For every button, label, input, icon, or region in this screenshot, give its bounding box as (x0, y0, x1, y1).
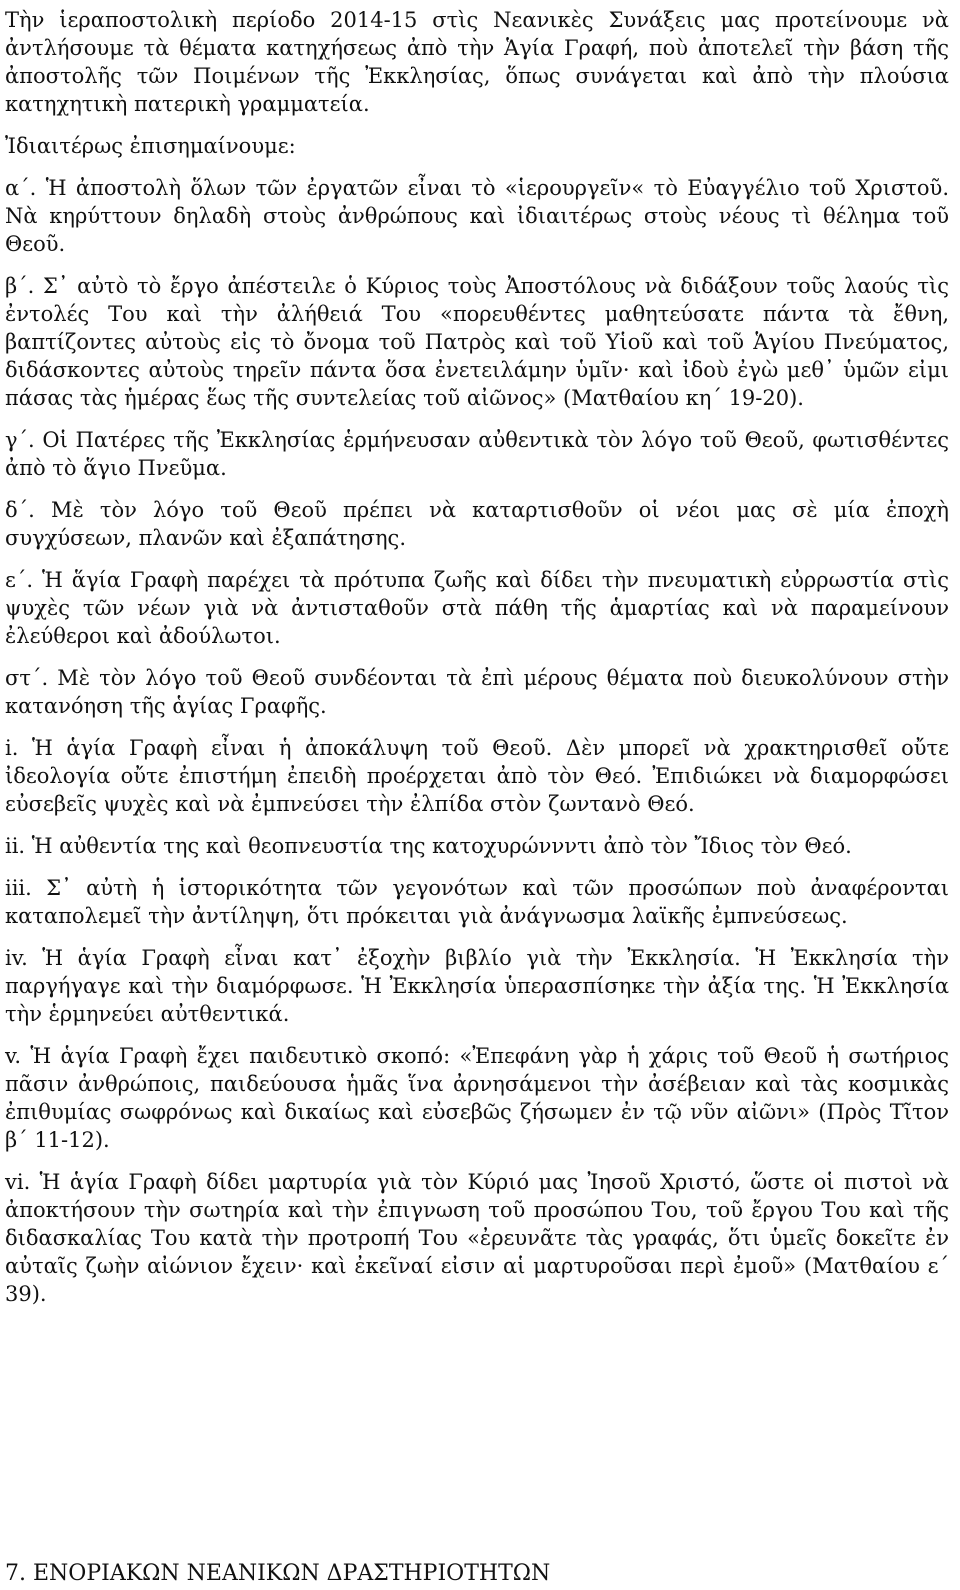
subpoint-ii: ii. Ἡ αὐθεντία της καὶ θεοπνευστία της κατοχυρώννντι ἀπὸ τὸν Ἴδιος τὸν Θεό. (5, 834, 852, 858)
point-alpha: α΄. Ἡ ἀποστολὴ ὅλων τῶν ἐργατῶν εἶναι τὸ «ἱερουργεῖν« τὸ Εὐαγγέλιο τοῦ Χριστοῦ. Νὰ κηρύττουν δηλαδὴ στοὺς ἀνθρώπους καὶ ἰδιαιτέρως στοὺς νέους τὶ θέλημα τοῦ Θεοῦ. (5, 176, 949, 256)
point-delta: δ΄. Μὲ τὸν λόγο τοῦ Θεοῦ πρέπει νὰ καταρτισθοῦν οἱ νέοι μας σὲ μία ἐποχὴ συγχύσεων, πλανῶν καὶ ἐξαπάτησης. (5, 498, 949, 550)
emphasis-line: Ἰδιαιτέρως ἐπισημαίνουμε: (5, 134, 296, 158)
point-beta: β΄. Σ᾽ αὐτὸ τὸ ἔργο ἀπέστειλε ὁ Κύριος τοὺς Ἀποστόλους νὰ διδάξουν τοῦς λαούς τὶς ἐντολές Του καὶ τὴν ἀλήθειά Του «πορευθέντες μαθητεύσατε πάντα τὰ ἔθνη, βαπτίζοντες αὐτοὺς εἰς τὸ ὄνομα τοῦ Πατρὸς καὶ τοῦ Υἱοῦ καὶ τοῦ Ἁγίου Πνεύματος, διδάσκοντες αὐτοὺς τηρεῖν πάντα ὅσα ἐνετειλάμην ὑμῖν· καὶ ἰδοὺ ἐγὼ μεθ᾽ ὑμῶν εἰμι πάσας τὰς ἡμέρας ἕως τῆς συντελείας τοῦ αἰῶνος» (Ματθαίου κη΄ 19-20). (5, 274, 949, 410)
point-gamma: γ΄. Οἱ Πατέρες τῆς Ἐκκλησίας ἑρμήνευσαν αὐθεντικὰ τὸν λόγο τοῦ Θεοῦ, φωτισθέντες ἀπὸ τὸ ἅγιο Πνεῦμα. (5, 428, 949, 480)
point-epsilon: ε΄. Ἡ ἅγία Γραφὴ παρέχει τὰ πρότυπα ζωῆς καὶ δίδει τὴν πνευματικὴ εὐρρωστία στὶς ψυχὲς τῶν νέων γιὰ νὰ ἀντισταθοῦν στὰ πάθη τῆς ἁμαρτίας καὶ νὰ παραμείνουν ἐλεύθεροι καὶ ἀδούλωτοι. (5, 568, 949, 648)
subpoint-v: v. Ἡ ἁγία Γραφὴ ἔχει παιδευτικὸ σκοπό: «Ἐπεφάνη γὰρ ἡ χάρις τοῦ Θεοῦ ἡ σωτήριος πᾶσιν ἀνθρώποις, παιδεύουσα ἡμᾶς ἵνα ἀρνησάμενοι τὴν ἀσέβειαν καὶ τὰς κοσμικὰς ἐπιθυμίας σωφρόνως καὶ δικαίως καὶ εὐσεβῶς ζήσωμεν ἐν τῷ νῦν αἰῶνι» (Πρὸς Τῖτον β΄ 11-12). (5, 1044, 949, 1152)
subpoint-vi: vi. Ἡ ἁγία Γραφὴ δίδει μαρτυρία γιὰ τὸν Κύριό μας Ἰησοῦ Χριστό, ὥστε οἱ πιστοὶ νὰ ἀποκτήσουν τὴν σωτηρία καὶ τὴν ἐπιγνωση τοῦ προσώπου Του, τοῦ ἔργου Του καὶ τῆς διδασκαλίας Του κατὰ τὴν προτροπή Του «ἐρευνᾶτε τὰς γραφάς, ὅτι ὑμεῖς δοκεῖτε ἐν αὐταῖς ζωὴν αἰώνιον ἔχειν· καὶ ἐκεῖναί εἰσιν αἱ μαρτυροῦσαι περὶ ἐμοῦ» (Ματθαίου ε΄ 39). (5, 1170, 949, 1306)
section-heading: 7. ΕΝΟΡΙΑΚΩΝ ΝΕΑΝΙΚΩΝ ΔΡΑΣΤΗΡΙΟΤΗΤΩΝ (5, 1561, 551, 1586)
point-stigma: στ΄. Μὲ τὸν λόγο τοῦ Θεοῦ συνδέονται τὰ ἐπὶ μέρους θέματα ποὺ διευκολύνουν στὴν κατανόηση τῆς ἁγίας Γραφῆς. (5, 666, 949, 718)
intro-paragraph: Τὴν ἱεραποστολικὴ περίοδο 2014-15 στὶς Νεανικὲς Συνάξεις μας προτείνουμε νὰ ἀντλήσουμε τὰ θέματα κατηχήσεως ἀπὸ τὴν Ἁγία Γραφή, ποὺ ἀποτελεῖ τὴν βάση τῆς ἀποστολῆς τῶν Ποιμένων τῆς Ἐκκλησίας, ὅπως συνάγεται καὶ ἀπὸ τὴν πλούσια κατηχητικὴ πατερικὴ γραμματεία. (5, 8, 949, 116)
subpoint-iii: iii. Σ᾽ αὐτὴ ἡ ἱστορικότητα τῶν γεγονότων καὶ τῶν προσώπων ποὺ ἀναφέρονται καταπολεμεῖ τὴν ἀντίληψη, ὅτι πρόκειται γιὰ ἀνάγνωσμα λαϊκῆς ἐμπνεύσεως. (5, 876, 949, 928)
document-body (5, 6, 949, 1322)
subpoint-iv: iv. Ἡ ἁγία Γραφὴ εἶναι κατ᾽ ἐξοχὴν βιβλίο γιὰ τὴν Ἐκκλησία. Ἡ Ἐκκλησία τὴν παργήγαγε καὶ τὴν διαμόρφωσε. Ἡ Ἐκκλησία ὑπερασπίσηκε τὴν ἀξία της. Ἡ Ἐκκλησία τὴν ἑρμηνεύει αὐτθεντικά. (5, 946, 949, 1026)
subpoint-i: i. Ἡ ἁγία Γραφὴ εἶναι ἡ ἀποκάλυψη τοῦ Θεοῦ. Δὲν μπορεῖ νὰ χρακτηρισθεῖ οὔτε ἰδεολογία οὔτε ἐπιστήμη ἐπειδὴ προέρχεται ἀπὸ τὸν Θεό. Ἐπιδιώκει νὰ διαμορφώσει εὐσεβεῖς ψυχὲς καὶ νὰ ἐμπνεύσει τὴν ἐλπίδα στὸν ζωντανὸ Θεό. (5, 736, 949, 816)
